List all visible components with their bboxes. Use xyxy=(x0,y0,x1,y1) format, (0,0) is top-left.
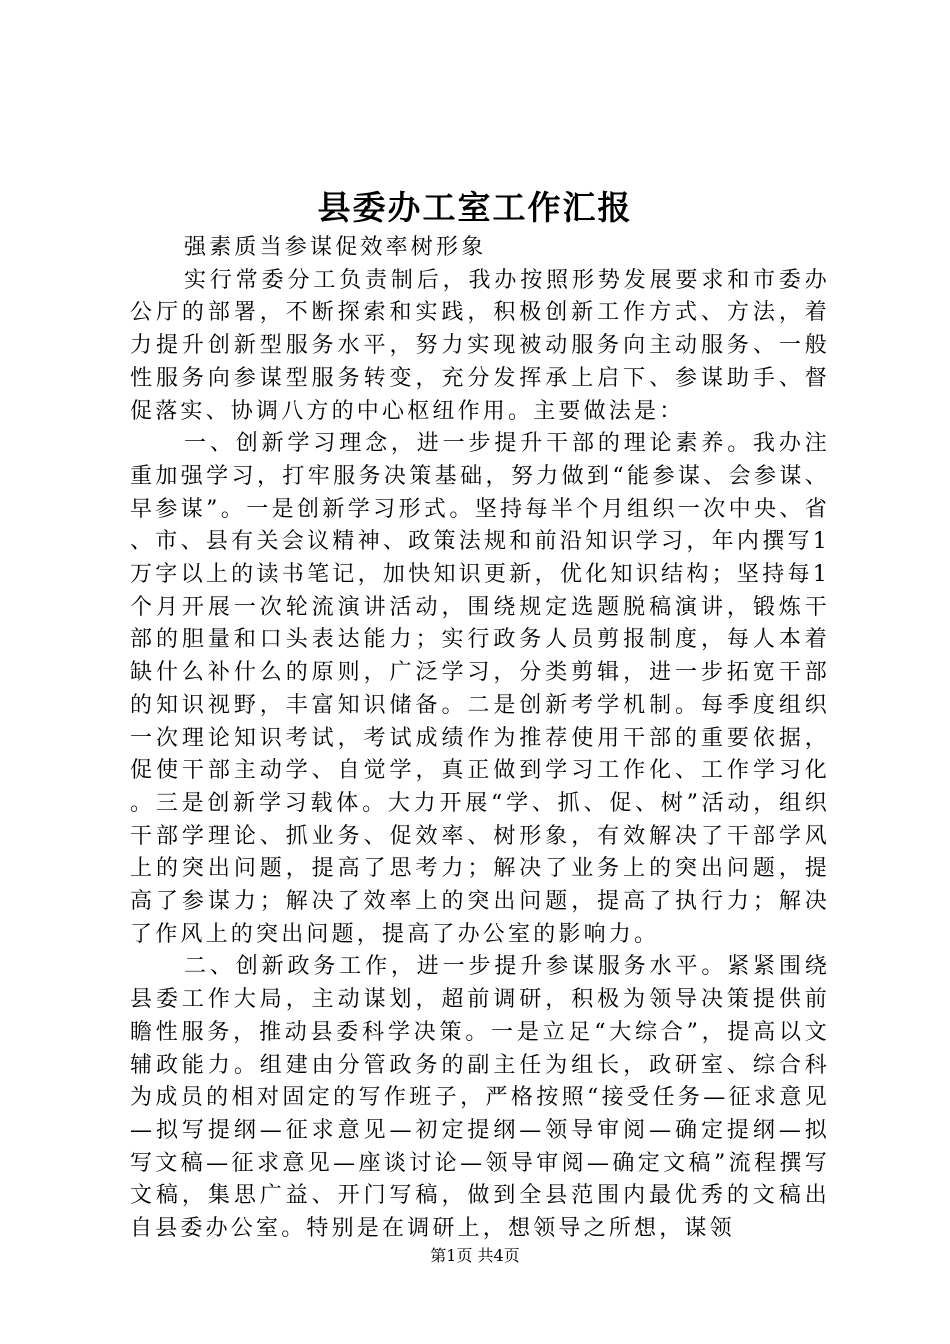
body-paragraph: 实行常委分工负责制后，我办按照形势发展要求和市委办公厅的部署，不断探索和实践，积极创新工作方式、方法，着力提升创新型服务水平，努力实现被动服务向主动服务、一般性服务向参谋型服务转变，充分发挥承上启下、参谋助手、督促落实、协调八方的中心枢纽作用。主要做法是： xyxy=(130,267,830,424)
page-footer: 第1页 共4页 xyxy=(430,1246,520,1265)
body-paragraph: 二、创新政务工作，进一步提升参谋服务水平。紧紧围绕县委工作大局，主动谋划，超前调研，积极为领导决策提供前瞻性服务，推动县委科学决策。一是立足“大综合”，提高以文辅政能力。组建由分管政务的副主任为组长，政研室、综合科为成员的相对固定的写作班子，严格按照“接受任务—征求意见—拟写提纲—征求意见—初定提纲—领导审阅—确定提纲—拟写文稿—征求意见—座谈讨论—领导审阅—确定文稿”流程撰写文稿，集思广益、开门写稿，做到全县范围内最优秀的文稿出自县委办公室。特别是在调研上，想领导之所想，谋领 xyxy=(130,954,830,1242)
subtitle-paragraph: 强素质当参谋促效率树形象 xyxy=(184,235,487,260)
document-body xyxy=(130,232,830,1246)
document-title: 县委办工室工作汇报 xyxy=(317,188,633,227)
body-paragraph: 一、创新学习理念，进一步提升干部的理论素养。我办注重加强学习，打牢服务决策基础，努力做到“能参谋、会参谋、早参谋”。一是创新学习形式。坚持每半个月组织一次中央、省、市、县有关会议精神、政策法规和前沿知识学习，年内撰写1万字以上的读书笔记，加快知识更新，优化知识结构；坚持每1个月开展一次轮流演讲活动，围绕规定选题脱稿演讲，锻炼干部的胆量和口头表达能力；实行政务人员剪报制度，每人本着缺什么补什么的原则，广泛学习，分类剪辑，进一步拓宽干部的知识视野，丰富知识储备。二是创新考学机制。每季度组织一次理论知识考试，考试成绩作为推荐使用干部的重要依据，促使干部主动学、自觉学，真正做到学习工作化、工作学习化。三是创新学习载体。大力开展“学、抓、促、树”活动，组织干部学理论、抓业务、促效率、树形象，有效解决了干部学风上的突出问题，提高了思考力；解决了业务上的突出问题，提高了参谋力；解决了效率上的突出问题，提高了执行力；解决了作风上的突出问题，提高了办公室的影响力。 xyxy=(130,431,830,947)
